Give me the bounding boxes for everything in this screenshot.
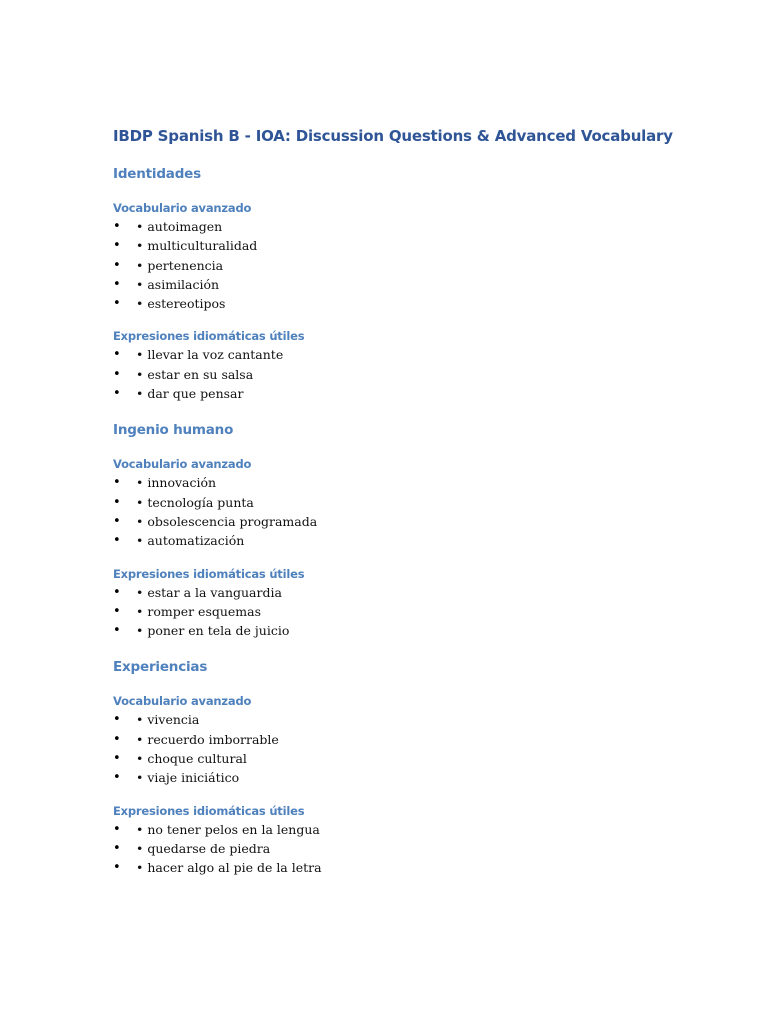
list-item-text: • vivencia <box>136 712 200 728</box>
list-item-text: • tecnología punta <box>136 494 254 510</box>
list-item-text: • automatización <box>136 533 245 549</box>
bullet-icon: • <box>113 238 121 254</box>
list-item <box>113 236 673 255</box>
bullet-icon: • <box>113 751 121 767</box>
vocabulary-heading: Vocabulario avanzado <box>113 201 252 215</box>
section-title: Ingenio humano <box>113 422 234 439</box>
list-item <box>113 531 673 550</box>
bullet-icon: • <box>113 770 121 786</box>
list-item <box>113 384 673 403</box>
bullet-icon: • <box>113 860 121 876</box>
idioms-heading: Expresiones idiomáticas útiles <box>113 566 305 581</box>
list-item-text: • recuerdo imborrable <box>136 731 279 747</box>
list-item-text: • estar a la vanguardia <box>136 584 282 600</box>
list-item <box>113 710 673 729</box>
bullet-icon: • <box>113 475 121 491</box>
list-item-text: • no tener pelos en la lengua <box>136 821 320 837</box>
bullet-icon: • <box>113 840 121 856</box>
list-item <box>113 602 673 621</box>
list-item <box>113 820 673 839</box>
bullet-icon: • <box>113 347 121 363</box>
idioms-list <box>113 820 673 878</box>
list-item-text: • multiculturalidad <box>136 238 258 254</box>
vocabulary-heading: Vocabulario avanzado <box>113 694 252 709</box>
list-item-text: • asimilación <box>136 276 220 292</box>
bullet-icon: • <box>113 584 121 600</box>
section-ingenio-humano <box>113 419 673 640</box>
list-item <box>113 473 673 492</box>
list-item-text: • poner en tela de juicio <box>136 623 290 639</box>
bullet-icon: • <box>113 712 121 728</box>
list-item-text: • romper esquemas <box>136 603 262 619</box>
list-item <box>113 217 673 236</box>
section-title: Identidades <box>113 166 201 182</box>
bullet-icon: • <box>113 386 121 402</box>
list-item-text: • dar que pensar <box>136 386 244 402</box>
bullet-icon: • <box>113 219 121 234</box>
bullet-icon: • <box>113 821 121 837</box>
list-item <box>113 768 673 787</box>
bullet-icon: • <box>113 533 121 549</box>
list-item-text: • obsolescencia programada <box>136 513 318 529</box>
vocabulary-list <box>113 473 673 550</box>
list-item <box>113 730 673 749</box>
list-item-text: • pertenencia <box>136 257 224 273</box>
list-item-text: • choque cultural <box>136 751 247 767</box>
section-identidades <box>113 163 673 403</box>
list-item <box>113 294 673 313</box>
list-item-text: • llevar la voz cantante <box>136 347 284 363</box>
bullet-icon: • <box>113 623 121 639</box>
list-item-text: • quedarse de piedra <box>136 840 271 856</box>
list-item <box>113 256 673 275</box>
list-item-text: • estereotipos <box>136 296 226 312</box>
vocabulary-list <box>113 710 673 787</box>
list-item <box>113 749 673 768</box>
bullet-icon: • <box>113 603 121 619</box>
bullet-icon: • <box>113 513 121 529</box>
bullet-icon: • <box>113 257 121 273</box>
section-title: Experiencias <box>113 659 208 676</box>
bullet-icon: • <box>113 276 121 292</box>
idioms-list <box>113 583 673 641</box>
list-item <box>113 583 673 602</box>
idioms-heading: Expresiones idiomáticas útiles <box>113 329 305 344</box>
section-experiencias <box>113 656 673 877</box>
list-item <box>113 275 673 294</box>
vocabulary-heading: Vocabulario avanzado <box>113 457 252 472</box>
list-item <box>113 365 673 384</box>
list-item <box>113 345 673 364</box>
list-item <box>113 493 673 512</box>
list-item-text: • innovación <box>136 475 217 491</box>
list-item-text: • viaje iniciático <box>136 770 240 786</box>
list-item-text: • hacer algo al pie de la letra <box>136 860 322 876</box>
list-item-text: • autoimagen <box>136 219 223 234</box>
idioms-list <box>113 345 673 403</box>
list-item-text: • estar en su salsa <box>136 366 254 382</box>
document-title: IBDP Spanish B - IOA: Discussion Questions & Advanced Vocabulary <box>113 127 673 145</box>
bullet-icon: • <box>113 296 121 312</box>
document-content <box>113 124 673 878</box>
vocabulary-list <box>113 217 673 313</box>
idioms-heading: Expresiones idiomáticas útiles <box>113 803 305 818</box>
bullet-icon: • <box>113 494 121 510</box>
list-item <box>113 839 673 858</box>
bullet-icon: • <box>113 366 121 382</box>
list-item <box>113 858 673 877</box>
list-item <box>113 512 673 531</box>
list-item <box>113 621 673 640</box>
bullet-icon: • <box>113 731 121 747</box>
